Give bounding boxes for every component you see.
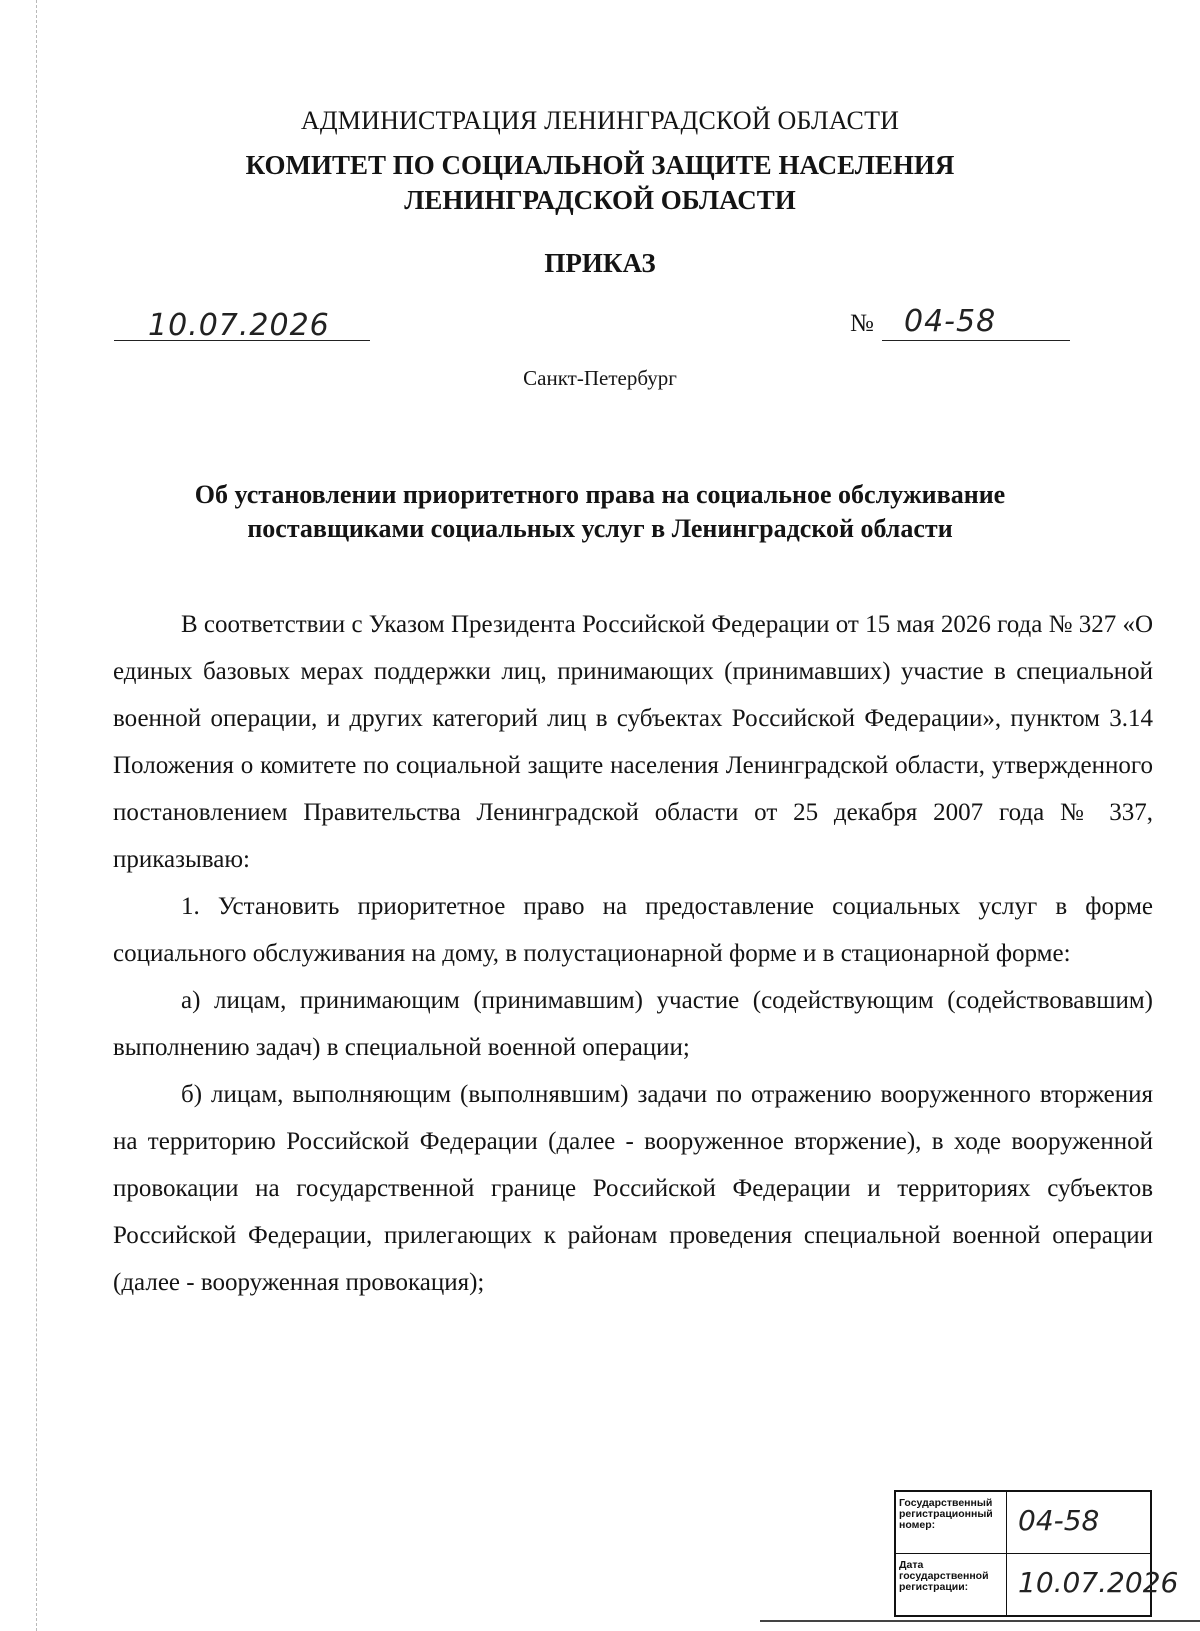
handwritten-date: 10.07.2026 <box>148 308 330 343</box>
number-sign: № <box>850 310 874 337</box>
city-name: Санкт-Петербург <box>523 366 677 390</box>
stamp-number-label: Государственный регистрационный номер: <box>899 1497 993 1531</box>
scan-bottom-edge <box>760 1620 1200 1622</box>
committee-heading-line2: ЛЕНИНГРАДСКОЙ ОБЛАСТИ <box>404 185 796 215</box>
document-title-line2: поставщиками социальных услуг в Ленинградской области <box>247 514 953 543</box>
handwritten-number: 04-58 <box>904 304 997 339</box>
document-title-line1: Об установлении приоритетного права на социальное обслуживание <box>194 480 1006 509</box>
document-title <box>0 478 1200 546</box>
committee-heading <box>0 148 1200 218</box>
paragraph-item-1a: а) лицам, принимающим (принимавшим) участие (содействующим (содействовавшим) выполнению задач) в специальной военной операции; <box>113 987 1153 1061</box>
stamp-date-label: Дата государственной регистрации: <box>899 1559 989 1593</box>
document-body <box>113 601 1153 1306</box>
stamp-row-date <box>896 1554 1179 1615</box>
stamp-number-value: 04-58 <box>1018 1504 1100 1537</box>
paragraph-preamble: В соответствии с Указом Президента Российской Федерации от 15 мая 2026 года № 327 «О единых базовых мерах поддержки лиц, принимающих (принимавших) участие в специальной военной операции, и других категорий лиц в субъектах Российской Федерации», пунктом 3.14 Положения о комитете по социальной защите населения Ленинградской области, утвержденного постановлением Правительства Ленинградской области от 25 декабря 2007 года № 337, приказываю: <box>113 611 1153 873</box>
document-type: ПРИКАЗ <box>544 248 656 278</box>
scan-left-edge <box>36 0 37 1631</box>
stamp-date-value: 10.07.2026 <box>1018 1566 1179 1599</box>
stamp-row-number <box>896 1492 1150 1554</box>
paragraph-item-1: 1. Установить приоритетное право на предоставление социальных услуг в форме социального обслуживания на дому, в полустационарной форме и в стационарной форме: <box>113 893 1153 967</box>
paragraph-item-1b: б) лицам, выполняющим (выполнявшим) задачи по отражению вооруженного вторжения на территорию Российской Федерации (далее - вооруженное вторжение), в ходе вооруженной провокации на государственной границе Российской Федерации и территориях субъектов Российской Федерации, прилегающих к районам проведения специальной военной операции (далее - вооруженная провокация); <box>113 1081 1153 1296</box>
registration-stamp <box>894 1490 1179 1617</box>
administration-heading: АДМИНИСТРАЦИЯ ЛЕНИНГРАДСКОЙ ОБЛАСТИ <box>300 106 900 135</box>
committee-heading-line1: КОМИТЕТ ПО СОЦИАЛЬНОЙ ЗАЩИТЕ НАСЕЛЕНИЯ <box>245 150 955 180</box>
